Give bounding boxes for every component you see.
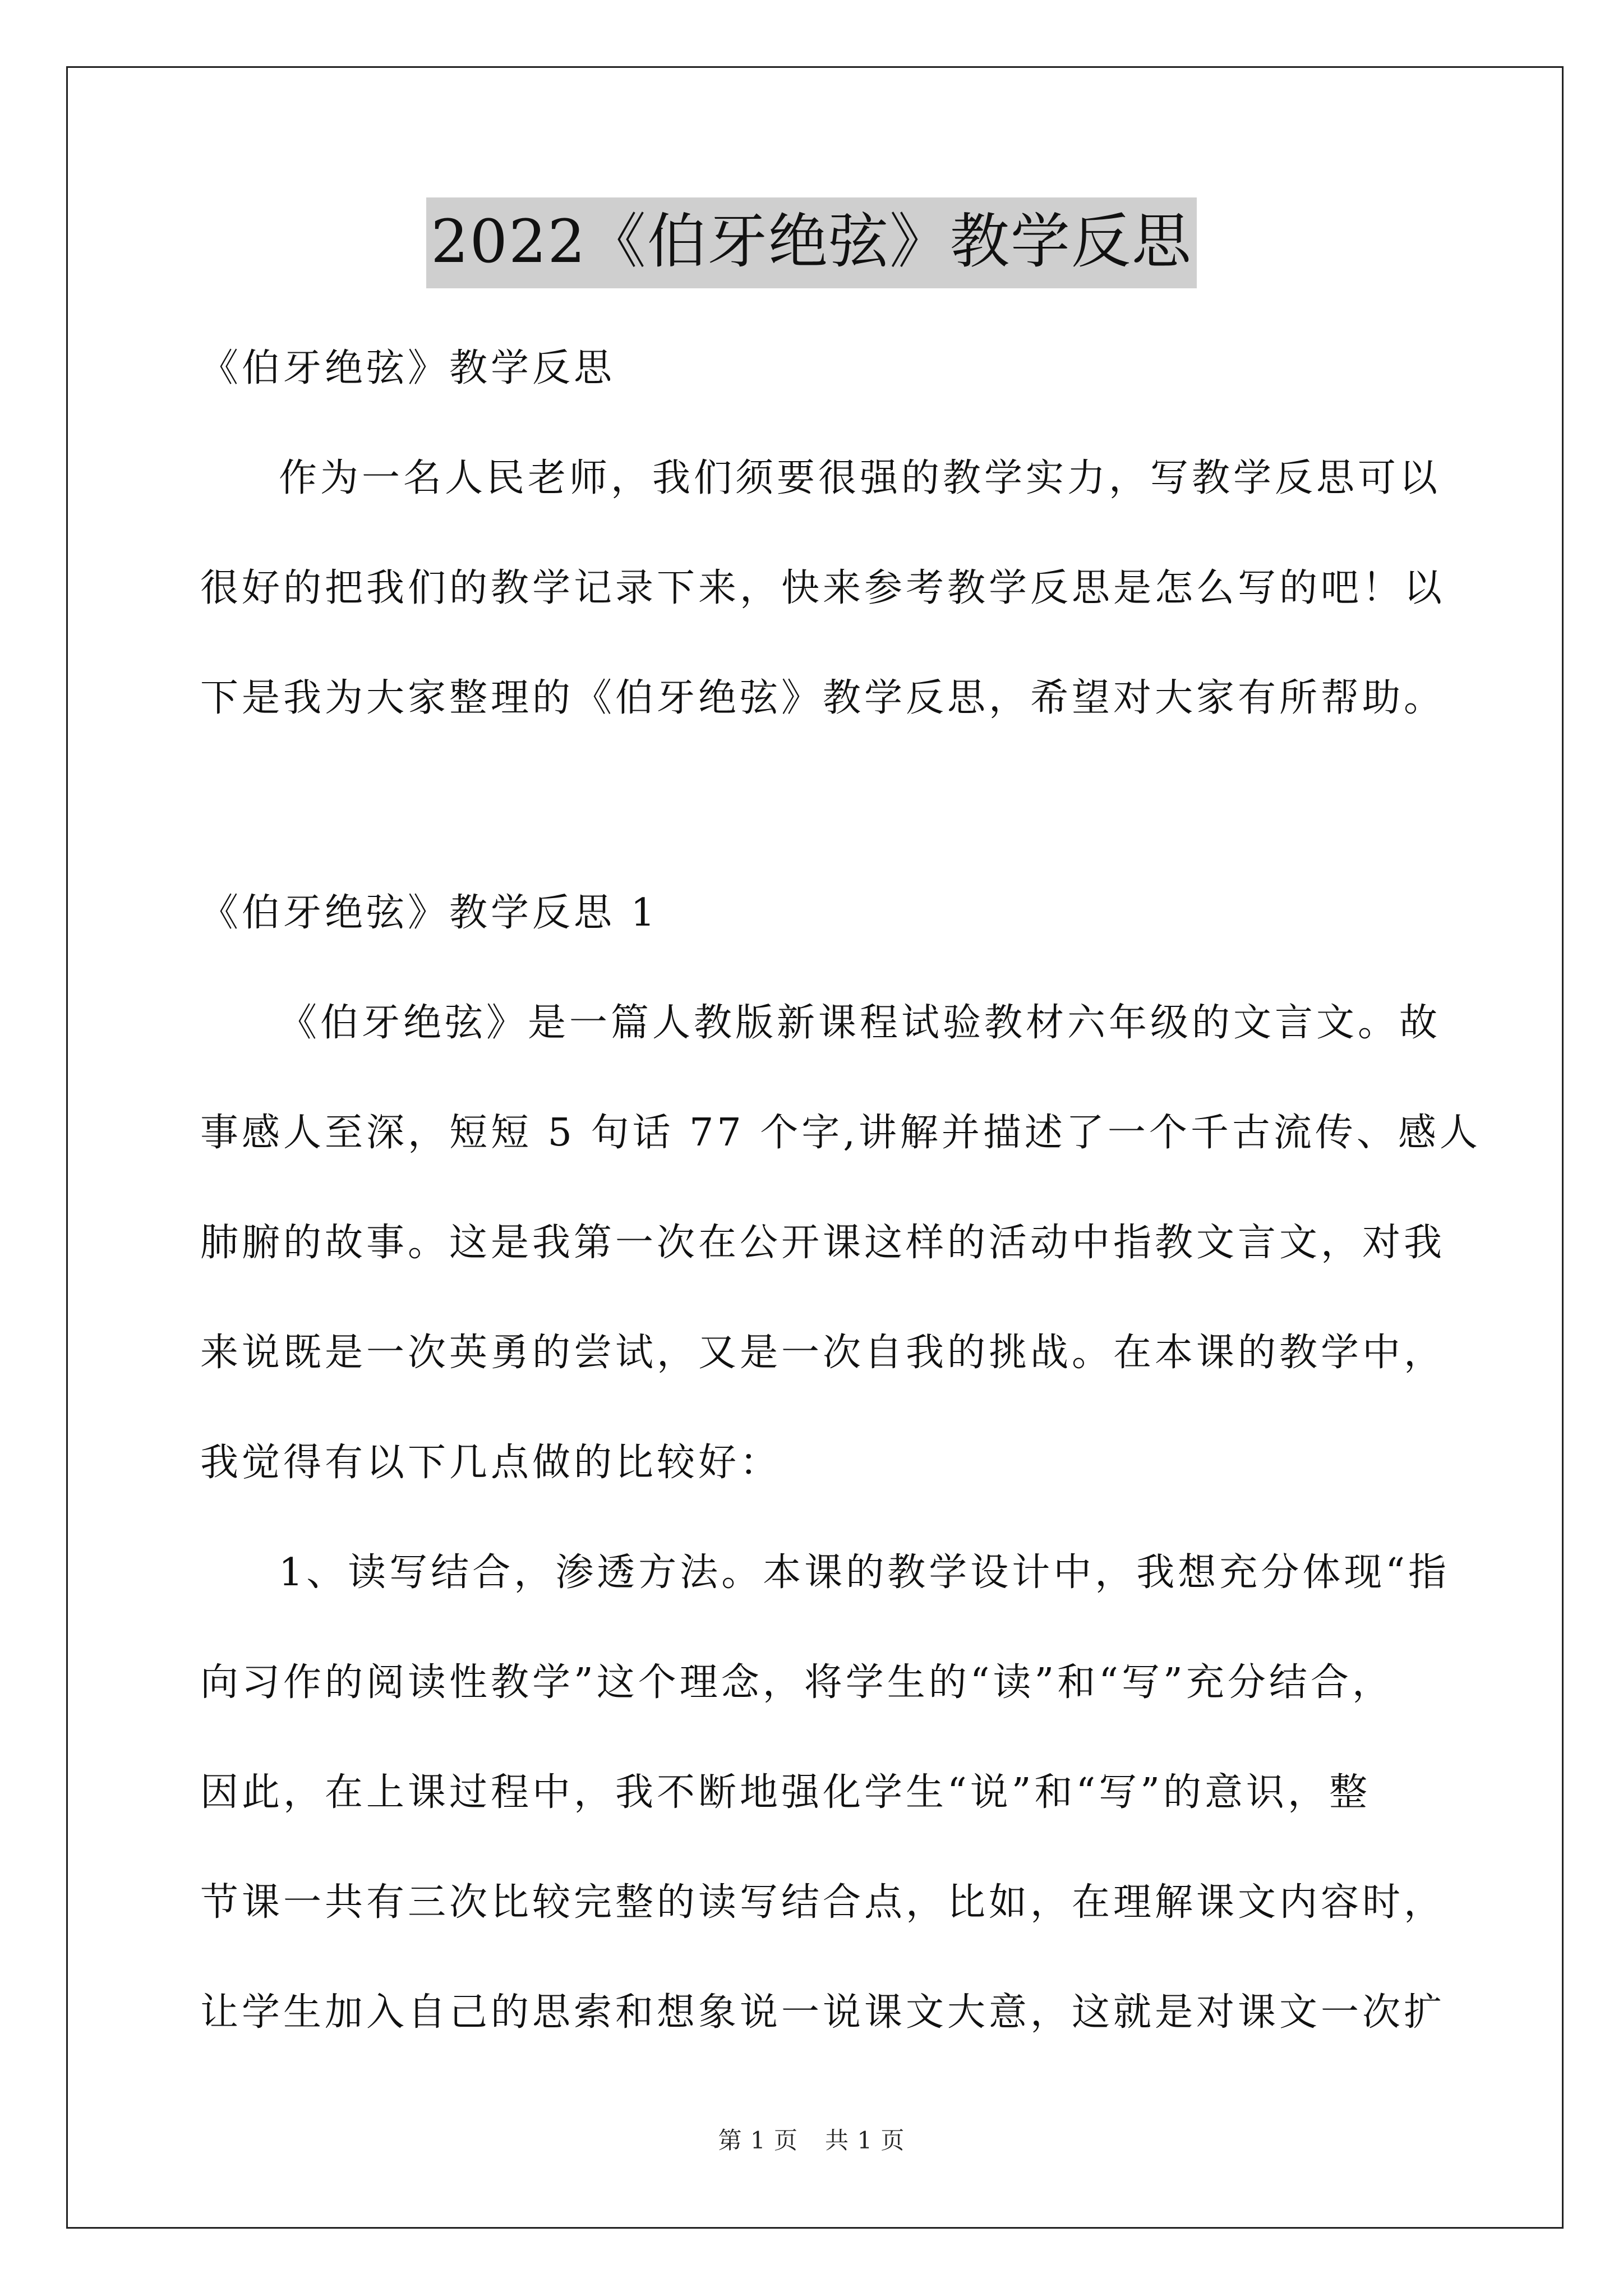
paragraph-line: 下是我为大家整理的《伯牙绝弦》教学反思，希望对大家有所帮助。	[200, 676, 1446, 720]
paragraph-line: 因此，在上课过程中，我不断地强化学生“说”和“写”的意识，整	[200, 1770, 1371, 1815]
paragraph-line: 作为一名人民老师，我们须要很强的教学实力，写教学反思可以	[279, 456, 1441, 500]
page-footer	[0, 2122, 1623, 2156]
page-total: 共 1 页	[825, 2127, 905, 2154]
paragraph-line: 《伯牙绝弦》是一篇人教版新课程试验教材六年级的文言文。故	[279, 1001, 1441, 1045]
paragraph-line: 很好的把我们的教学记录下来，快来参考教学反思是怎么写的吧！以	[200, 566, 1446, 610]
paragraph-line: 事感人至深，短短 5 句话 77 个字,讲解并描述了一个千古流传、感人	[200, 1111, 1481, 1155]
document-title: 2022《伯牙绝弦》教学反思	[426, 197, 1197, 288]
paragraph-line: 我觉得有以下几点做的比较好：	[200, 1441, 782, 1485]
paragraph-line: 来说既是一次英勇的尝试，又是一次自我的挑战。在本课的教学中，	[200, 1331, 1446, 1375]
paragraph-line: 让学生加入自己的思索和想象说一说课文大意，这就是对课文一次扩	[200, 1990, 1446, 2035]
section-heading: 《伯牙绝弦》教学反思 1	[200, 891, 658, 935]
paragraph-line: 1、读写结合，渗透方法。本课的教学设计中，我想充分体现“指	[279, 1550, 1450, 1595]
page-number: 第 1 页	[718, 2127, 798, 2154]
paragraph-line: 节课一共有三次比较完整的读写结合点，比如，在理解课文内容时，	[200, 1880, 1446, 1925]
title-container	[0, 197, 1623, 288]
section-heading: 《伯牙绝弦》教学反思	[200, 346, 616, 390]
paragraph-line: 向习作的阅读性教学”这个理念，将学生的“读”和“写”充分结合，	[200, 1660, 1394, 1705]
paragraph-line: 肺腑的故事。这是我第一次在公开课这样的活动中指教文言文，对我	[200, 1221, 1446, 1265]
